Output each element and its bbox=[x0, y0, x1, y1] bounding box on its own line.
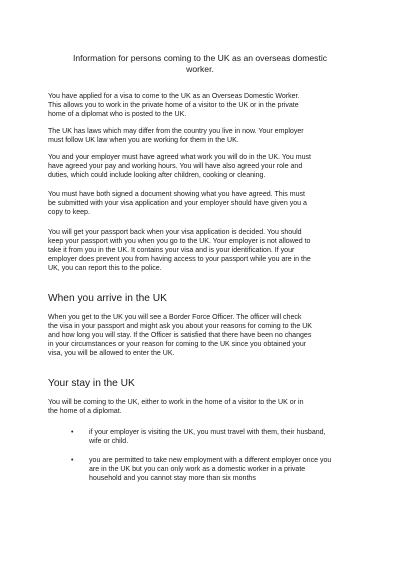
section-heading-arrival: When you arrive in the UK bbox=[48, 293, 167, 304]
signed-document-paragraph bbox=[48, 190, 360, 217]
text-line: the visa in your passport and might ask you about your reasons for coming to the UK bbox=[48, 323, 313, 331]
uk-law-paragraph bbox=[48, 127, 360, 145]
title-line: Information for persons coming to the UK as an overseas domestic bbox=[72, 53, 328, 63]
text-line: household and you cannot stay more than six months bbox=[89, 475, 256, 483]
bullet-text bbox=[89, 428, 326, 446]
text-line: employer does prevent you from having access to your passport while you are in the bbox=[48, 256, 311, 264]
text-line: visa, you will be allowed to enter the UK. bbox=[48, 350, 175, 358]
text-line: You must have both signed a document showing what you have agreed. This must bbox=[48, 191, 305, 198]
text-line: have agreed your pay and working hours. You will have also agreed your role and bbox=[48, 163, 303, 171]
text-line: in your circumstances or your reason for coming to the UK since you obtained your bbox=[48, 341, 307, 349]
text-line: be submitted with your visa application and your employer should have given you a bbox=[48, 200, 307, 208]
text-line: take it from you in the UK. It contains your visa and is your identification. If your bbox=[48, 247, 295, 255]
title-line: worker. bbox=[186, 63, 214, 74]
text-line: the home of a diplomat. bbox=[48, 408, 122, 416]
text-line: must follow UK law when you are working for them in the UK. bbox=[48, 137, 239, 145]
text-line: duties, which could include looking after children, cooking or cleaning. bbox=[48, 172, 266, 180]
text-line: keep your passport with you when you go to the UK. Your employer is not allowed to bbox=[48, 238, 311, 246]
passport-paragraph bbox=[48, 228, 360, 273]
agreement-paragraph bbox=[48, 153, 360, 180]
text-line: You will get your passport back when your visa application is decided. You should bbox=[48, 229, 302, 236]
text-line: This allows you to work in the private home of a visitor to the UK or in the private bbox=[48, 102, 299, 110]
text-line: if your employer is visiting the UK, you must travel with them, their husband, bbox=[89, 429, 326, 436]
text-line: and how long you will stay. If the Officer is satisfied that there have been no changes bbox=[48, 332, 312, 340]
text-line: copy to keep. bbox=[48, 209, 90, 217]
bullet-icon: • bbox=[71, 429, 74, 436]
section-heading-stay: Your stay in the UK bbox=[48, 378, 135, 389]
bullet-icon: • bbox=[71, 457, 74, 464]
text-line: you are permitted to take new employment with a different employer once you bbox=[89, 457, 332, 464]
text-line: The UK has laws which may differ from the country you live in now. Your employer bbox=[48, 128, 304, 135]
arrival-paragraph bbox=[48, 313, 360, 358]
document-title bbox=[48, 53, 352, 75]
text-line: wife or child. bbox=[89, 438, 129, 446]
text-line: UK, you can report this to the police. bbox=[48, 265, 162, 273]
text-line: home of a diplomat who is posted to the UK. bbox=[48, 111, 187, 119]
text-line: You and your employer must have agreed what work you will do in the UK. You must bbox=[48, 154, 311, 161]
text-line: are in the UK but you can only work as a domestic worker in a private bbox=[89, 466, 306, 474]
text-line: When you get to the UK you will see a Border Force Officer. The officer will check bbox=[48, 314, 302, 321]
text-line: You have applied for a visa to come to the UK as an Overseas Domestic Worker. bbox=[48, 93, 300, 100]
text-line: You will be coming to the UK, either to work in the home of a visitor to the UK or in bbox=[48, 399, 304, 406]
stay-paragraph bbox=[48, 398, 360, 416]
intro-paragraph bbox=[48, 92, 360, 119]
bullet-text bbox=[89, 456, 331, 483]
